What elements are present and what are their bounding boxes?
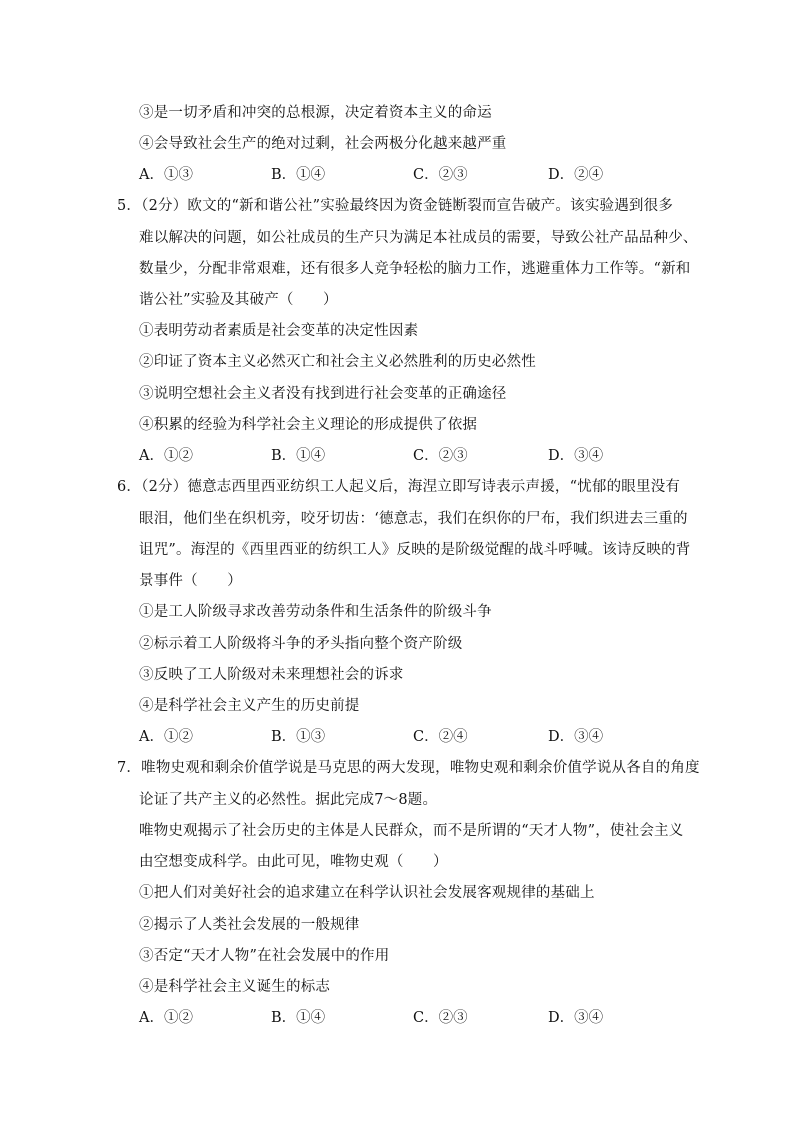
q5-item-2: ②印证了资本主义必然灭亡和社会主义必然胜利的历史必然性 xyxy=(139,354,536,370)
q7-option-c[interactable]: C．②③ xyxy=(413,1010,468,1026)
q5-option-b[interactable]: B．①④ xyxy=(271,448,326,464)
q5-item-3: ③说明空想社会主义者没有找到进行社会变革的正确途径 xyxy=(139,386,507,402)
q6-item-3: ③反映了工人阶级对未来理想社会的诉求 xyxy=(139,667,404,683)
q4-item-3: ③是一切矛盾和冲突的总根源，决定着资本主义的命运 xyxy=(139,105,492,121)
q4-option-b[interactable]: B．①④ xyxy=(271,167,326,183)
q7-stem-line-2: 由空想变成科学。由此可见，唯物史观（ ） xyxy=(139,854,448,870)
q5-stem-line-1: 5．（2分）欧文的“新和谐公社”实验最终因为资金链断裂而宣告破产。该实验遇到很多 xyxy=(117,198,674,214)
q4-option-d[interactable]: D．②④ xyxy=(548,167,604,183)
q6-option-d[interactable]: D．③④ xyxy=(548,729,604,745)
q6-stem-line-2: 眼泪，他们坐在织机旁，咬牙切齿：‘德意志，我们在织你的尸布，我们织进去三重的 xyxy=(139,511,688,527)
q5-options xyxy=(139,446,739,466)
q7-option-a[interactable]: A．①② xyxy=(139,1010,193,1026)
q6-item-1: ①是工人阶级寻求改善劳动条件和生活条件的阶级斗争 xyxy=(139,604,492,620)
q5-option-c[interactable]: C．②③ xyxy=(413,448,468,464)
q6-option-c[interactable]: C．②④ xyxy=(413,729,468,745)
q6-stem-line-1: 6．（2分）德意志西里西亚纺织工人起义后，海涅立即写诗表示声援，“忧郁的眼里没有 xyxy=(117,479,681,495)
q4-options xyxy=(139,165,739,185)
q5-stem-line-4: 谐公社”实验及其破产（ ） xyxy=(139,292,338,308)
q6-option-b[interactable]: B．①③ xyxy=(271,729,326,745)
q7-item-4: ④是科学社会主义诞生的标志 xyxy=(139,979,331,995)
q7-item-2: ②揭示了人类社会发展的一般规律 xyxy=(139,917,360,933)
q7-option-d[interactable]: D．③④ xyxy=(548,1010,604,1026)
q4-item-4: ④会导致社会生产的绝对过剩，社会两极分化越来越严重 xyxy=(139,136,507,152)
q7-option-b[interactable]: B．①④ xyxy=(271,1010,326,1026)
q4-option-a[interactable]: A．①③ xyxy=(139,167,193,183)
q7-options xyxy=(139,1008,739,1028)
q5-option-a[interactable]: A．①② xyxy=(139,448,193,464)
q6-stem-line-4: 景事件（ ） xyxy=(139,573,242,589)
q6-stem-line-3: 诅咒”。海涅的《西里西亚的纺织工人》反映的是阶级觉醒的战斗呼喊。该诗反映的背 xyxy=(139,542,691,558)
q7-stem-line-1: 唯物史观揭示了社会历史的主体是人民群众，而不是所谓的“天才人物”，使社会主义 xyxy=(139,823,684,839)
q5-item-1: ①表明劳动者素质是社会变革的决定性因素 xyxy=(139,323,419,339)
q5-stem-line-3: 数量少，分配非常艰难，还有很多人竞争轻松的脑力工作，逃避重体力工作等。“新和 xyxy=(139,261,691,277)
q7-item-1: ①把人们对美好社会的追求建立在科学认识社会发展客观规律的基础上 xyxy=(139,885,595,901)
q5-stem-line-2: 难以解决的问题，如公社成员的生产只为满足本社成员的需要，导致公社产品品种少、 xyxy=(139,230,698,246)
q7-item-3: ③否定“天才人物”在社会发展中的作用 xyxy=(139,948,390,964)
q5-option-d[interactable]: D．③④ xyxy=(548,448,604,464)
q6-options xyxy=(139,727,739,747)
q6-option-a[interactable]: A．①② xyxy=(139,729,193,745)
q6-item-2: ②标示着工人阶级将斗争的矛头指向整个资产阶级 xyxy=(139,636,463,652)
q5-item-4: ④积累的经验为科学社会主义理论的形成提供了依据 xyxy=(139,417,478,433)
q6-item-4: ④是科学社会主义产生的历史前提 xyxy=(139,698,360,714)
q4-option-c[interactable]: C．②③ xyxy=(413,167,468,183)
q7-intro-line-2: 论证了共产主义的必然性。据此完成7～8题。 xyxy=(139,792,438,808)
q7-intro-line-1: 7．唯物史观和剩余价值学说是马克思的两大发现，唯物史观和剩余价值学说从各自的角度 xyxy=(117,760,700,776)
